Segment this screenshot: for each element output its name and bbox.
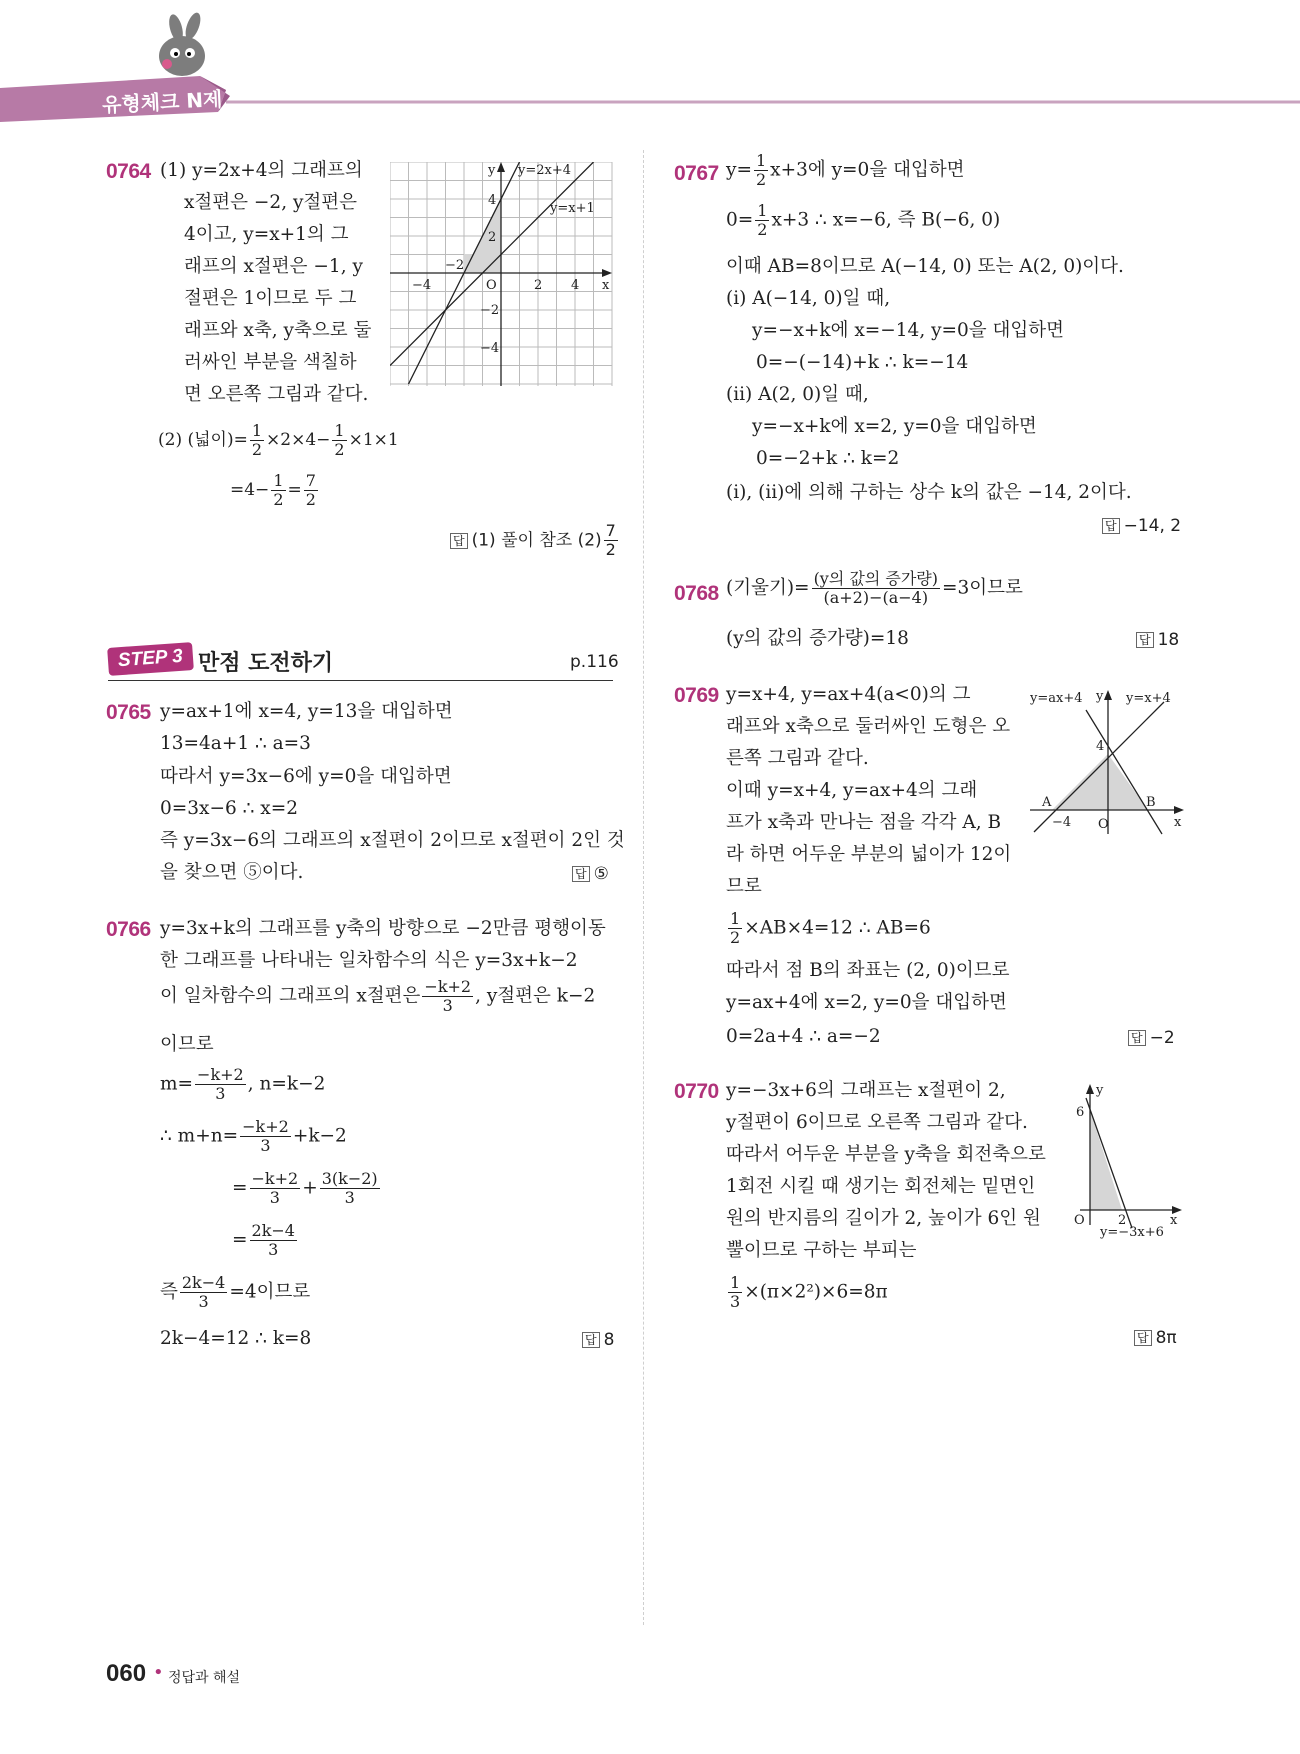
text: ×(π×2²)×6=8π: [744, 1281, 888, 1303]
text-line: y=−x+k에 x=−14, y=0을 대입하면: [752, 320, 1065, 341]
text-line: 따라서 y=3x−6에 y=0을 대입하면: [160, 766, 452, 787]
text-line: [726, 202, 1000, 239]
frac-num: 1: [730, 909, 741, 928]
frac-den: 3: [344, 1188, 355, 1207]
text-line: [160, 1274, 310, 1311]
text-line: 면 오른쪽 그림과 같다.: [184, 384, 369, 405]
text: ×AB×4=12 ∴ AB=6: [744, 917, 931, 939]
text: =4이므로: [229, 1281, 311, 1303]
text-line: [726, 910, 931, 947]
tick-label: 4: [571, 278, 580, 293]
section-title: 만점 도전하기: [198, 651, 334, 676]
graph-0769: [1030, 684, 1185, 839]
y-axis-label: y: [488, 163, 496, 178]
line-label: y=x+4: [1126, 691, 1171, 706]
page-reference: p.116: [570, 652, 619, 672]
frac-den: 3: [260, 1136, 271, 1155]
text-line: 원의 반지름의 길이가 2, 높이가 6인 원: [726, 1208, 1041, 1229]
text-line: [160, 1118, 347, 1155]
answer-text: ⑤: [593, 864, 609, 884]
text: (2) (넓이)=: [158, 430, 248, 450]
line-label: y=2x+4: [518, 163, 572, 178]
text-line: 0=3x−6 ∴ x=2: [160, 798, 298, 819]
answer-0767: [1102, 516, 1181, 536]
text: x+3 ∴ x=−6, 즉 B(−6, 0): [771, 209, 1001, 231]
step-tag: STEP 3: [107, 642, 194, 676]
frac-den: 2: [273, 490, 284, 509]
frac-den: 2: [334, 440, 345, 459]
text-line: 뿔이므로 구하는 부피는: [726, 1240, 917, 1261]
frac-den: 3: [442, 996, 453, 1015]
frac-num: 1: [730, 1273, 741, 1292]
text-line: 2k−4=12 ∴ k=8: [160, 1328, 312, 1349]
text-line: y=3x+k의 그래프를 y축의 방향으로 −2만큼 평행이동: [160, 918, 606, 939]
text-line: [160, 978, 595, 1015]
line-y-x+4: [1034, 702, 1164, 832]
section-rule: [108, 680, 613, 681]
footer-label: 정답과 해설: [168, 1670, 241, 1686]
problem-number: 0770: [674, 1080, 719, 1103]
text-line: 러싸인 부분을 색칠하: [184, 352, 357, 373]
answer-0768: [1136, 630, 1179, 650]
frac-den: (a+2)−(a−4): [823, 588, 929, 607]
frac-num: 1: [755, 151, 767, 170]
text-line: 므로: [726, 876, 762, 897]
answer-text: 18: [1157, 630, 1180, 650]
frac-num: 2k−4: [181, 1273, 226, 1292]
text-line: 이때 AB=8이므로 A(−14, 0) 또는 A(2, 0)이다.: [726, 256, 1124, 277]
mascot-icon: [159, 11, 205, 76]
x-axis-label: x: [1170, 1213, 1178, 1228]
frac-num: −k+2: [251, 1169, 299, 1188]
text-line: (ⅱ) A(2, 0)일 때,: [726, 384, 869, 405]
tick-label: −4: [412, 278, 432, 293]
text: (기울기)=: [726, 577, 810, 599]
text-line: 1회전 시킬 때 생기는 회전체는 밑면인: [726, 1176, 1036, 1197]
frac-num: −k+2: [242, 1117, 289, 1136]
frac-den: 2: [605, 540, 616, 559]
frac-den: 3: [730, 1292, 741, 1311]
text-line: 른쪽 그림과 같다.: [726, 748, 869, 769]
text-line: (ⅰ) A(−14, 0)일 때,: [726, 288, 891, 309]
text: ∴ m+n=: [160, 1125, 239, 1147]
frac-num: 7: [605, 521, 616, 540]
graph-0764: [390, 162, 615, 387]
frac-den: 3: [215, 1084, 226, 1103]
tick-label: 4: [488, 193, 497, 208]
answer-box: 답: [572, 866, 590, 882]
text-line: y=x+4, y=ax+4(a<0)의 그: [726, 684, 971, 705]
shaded-triangle: [1090, 1110, 1122, 1210]
text-line: 이때 y=x+4, y=ax+4의 그래: [726, 780, 978, 801]
tick-label: 2: [488, 230, 497, 245]
header-title: 유형체크 N제: [101, 86, 223, 118]
frac-num: 2k−4: [251, 1221, 295, 1240]
text: =4−: [230, 480, 270, 500]
text-line: (y의 값의 증가량)=18: [726, 628, 909, 649]
problem-number: 0768: [674, 582, 719, 605]
problem-number: 0769: [674, 684, 719, 707]
frac-den: 3: [268, 1240, 279, 1259]
answer-box: 답: [1102, 518, 1120, 534]
answer-box: 답: [582, 1332, 600, 1348]
text-line: (1) y=2x+4의 그래프의: [160, 160, 363, 181]
text: ×2×4−: [266, 430, 331, 450]
tick-label: 4: [1096, 739, 1105, 754]
x-axis-label: x: [602, 278, 610, 293]
frac-num: 1: [251, 421, 263, 440]
answer-text: −2: [1149, 1028, 1175, 1048]
text-line: 4이고, y=x+1의 그: [184, 224, 349, 245]
text-line: y=ax+4에 x=2, y=0을 대입하면: [726, 992, 1007, 1013]
problem-number: 0767: [674, 162, 719, 185]
x-axis-label: x: [1174, 815, 1182, 830]
answer-0769: [1128, 1028, 1175, 1048]
answer-0766: [582, 1330, 614, 1350]
line-label: y=ax+4: [1030, 691, 1083, 706]
area-line: [158, 422, 399, 459]
header-banner: [0, 0, 1300, 125]
text: =3이므로: [942, 577, 1023, 599]
text-line: y=−3x+6의 그래프는 x절편이 2,: [726, 1080, 1006, 1101]
point-label: A: [1042, 795, 1052, 810]
text-line: 라 하면 어두운 부분의 넓이가 12이: [726, 844, 1012, 865]
tick-label: −4: [1052, 815, 1072, 830]
answer-box: 답: [1128, 1030, 1146, 1046]
footer-bullet: •: [153, 1662, 164, 1683]
tick-label: 2: [1118, 1213, 1127, 1228]
frac-den: 2: [251, 440, 263, 459]
text-line: [232, 1222, 299, 1259]
tick-label: O: [1074, 1213, 1085, 1228]
text: x+3에 y=0을 대입하면: [770, 159, 965, 181]
answer-box: 답: [1134, 1330, 1152, 1346]
frac-num: 1: [334, 421, 345, 440]
graph-0770: [1070, 1080, 1185, 1240]
answer-0770: [1134, 1328, 1177, 1348]
text-line: 0=−2+k ∴ k=2: [756, 448, 900, 469]
area-line: [230, 472, 320, 509]
text: +: [302, 1177, 318, 1199]
text-line: y=−x+k에 x=2, y=0을 대입하면: [752, 416, 1037, 437]
tick-label: −4: [480, 341, 500, 356]
y-axis-label: y: [1096, 1083, 1104, 1098]
y-axis-label: y: [1096, 689, 1104, 704]
text-line: 따라서 어두운 부분을 y축을 회전축으로: [726, 1144, 1046, 1165]
frac-num: 7: [305, 471, 316, 490]
line-label: y=x+1: [550, 201, 595, 216]
text-line: 0=2a+4 ∴ a=−2: [726, 1026, 881, 1047]
text-line: 한 그래프를 나타내는 일차함수의 식은 y=3x+k−2: [160, 950, 578, 971]
text-line: 래프와 x축으로 둘러싸인 도형은 오: [726, 716, 1011, 737]
answer-0765: [572, 864, 609, 884]
frac-den: 2: [757, 220, 768, 239]
tick-label: −2: [480, 303, 500, 318]
text-line: 이므로: [160, 1034, 214, 1055]
answer-0764: [450, 522, 620, 559]
text: y=: [726, 159, 752, 181]
text: , y절편은 k−2: [475, 985, 596, 1007]
text-line: [726, 570, 1023, 607]
answer-text: −14, 2: [1123, 516, 1182, 536]
problem-number: 0765: [106, 701, 151, 724]
text: 0=: [726, 209, 754, 231]
text-line: [726, 1274, 888, 1311]
text-line: 13=4a+1 ∴ a=3: [160, 733, 311, 754]
text: , n=k−2: [247, 1073, 326, 1095]
text-line: [160, 1066, 325, 1103]
text-line: [726, 152, 965, 189]
text-line: y절편이 6이므로 오른쪽 그림과 같다.: [726, 1112, 1028, 1133]
line-label: y=−3x+6: [1100, 1225, 1164, 1240]
text-line: y=ax+1에 x=4, y=13을 대입하면: [160, 701, 453, 722]
frac-num: 1: [273, 471, 284, 490]
text-line: 래프와 x축, y축으로 둘: [184, 320, 372, 341]
text-line: 을 찾으면 ⑤이다.: [160, 862, 304, 883]
text: =: [232, 1177, 248, 1199]
frac-den: 2: [305, 490, 316, 509]
column-divider: [643, 150, 644, 1625]
frac-den: 3: [198, 1292, 209, 1311]
frac-num: −k+2: [197, 1065, 244, 1084]
answer-box: 답: [1136, 632, 1154, 648]
point-label: B: [1146, 795, 1156, 810]
text: 즉: [160, 1281, 178, 1303]
text-line: 절편은 1이므로 두 그: [184, 288, 357, 309]
tick-label: O: [486, 278, 497, 293]
text-line: (ⅰ), (ⅱ)에 의해 구하는 상수 k의 값은 −14, 2이다.: [726, 482, 1132, 503]
tick-label: 2: [534, 278, 543, 293]
text-line: 래프의 x절편은 −1, y: [184, 256, 363, 277]
text: m=: [160, 1073, 194, 1095]
text-line: 따라서 점 B의 좌표는 (2, 0)이므로: [726, 960, 1010, 981]
text-line: 프가 x축과 만나는 점을 각각 A, B: [726, 812, 1002, 833]
problem-number: 0766: [106, 918, 151, 941]
answer-text: (1) 풀이 참조 (2): [471, 530, 602, 551]
frac-num: (y의 값의 증가량): [813, 569, 938, 588]
text: =: [232, 1229, 248, 1251]
text-line: 즉 y=3x−6의 그래프의 x절편이 2이므로 x절편이 2인 것: [160, 830, 625, 851]
answer-box: 답: [450, 533, 468, 549]
tick-label: −2: [445, 258, 465, 273]
frac-den: 3: [269, 1188, 280, 1207]
text: +k−2: [292, 1125, 347, 1147]
text-line: [232, 1170, 382, 1207]
shaded-triangle: [1052, 754, 1148, 810]
frac-num: 3(k−2): [321, 1169, 378, 1188]
tick-label: O: [1098, 817, 1109, 832]
answer-text: 8π: [1155, 1328, 1177, 1348]
text: ×1×1: [348, 430, 399, 450]
frac-num: −k+2: [424, 977, 472, 996]
text: 이 일차함수의 그래프의 x절편은: [160, 985, 421, 1007]
text-line: x절편은 −2, y절편은: [184, 192, 358, 213]
frac-den: 2: [755, 170, 767, 189]
page-number: 060: [106, 1660, 147, 1687]
problem-number: 0764: [106, 160, 151, 183]
text-line: 0=−(−14)+k ∴ k=−14: [756, 352, 969, 373]
answer-text: 8: [603, 1330, 615, 1350]
frac-num: 1: [757, 201, 768, 220]
frac-den: 2: [730, 928, 741, 947]
text: =: [287, 480, 302, 500]
tick-label: 6: [1076, 1105, 1085, 1120]
